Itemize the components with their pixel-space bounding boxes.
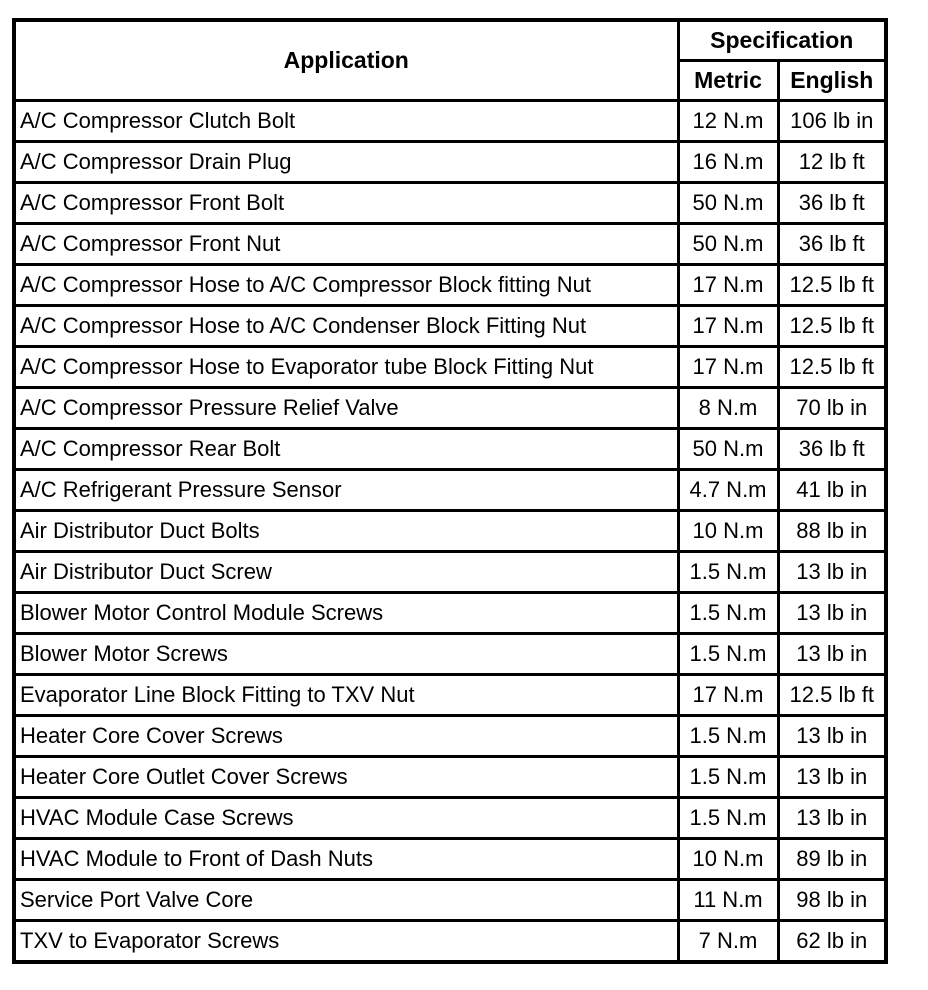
table-header [14,20,886,101]
metric-value-cell: 1.5 N.m [678,593,778,634]
application-cell: A/C Compressor Front Nut [14,224,678,265]
metric-value-cell: 4.7 N.m [678,470,778,511]
metric-value-cell: 17 N.m [678,347,778,388]
english-value-cell: 106 lb in [778,101,886,142]
application-cell: A/C Refrigerant Pressure Sensor [14,470,678,511]
table-row [14,675,886,716]
application-cell: A/C Compressor Hose to Evaporator tube Block Fitting Nut [14,347,678,388]
application-cell: A/C Compressor Rear Bolt [14,429,678,470]
english-value-cell: 62 lb in [778,921,886,963]
table-row [14,839,886,880]
metric-value-cell: 50 N.m [678,429,778,470]
english-value-cell: 36 lb ft [778,183,886,224]
metric-value-cell: 17 N.m [678,675,778,716]
application-cell: A/C Compressor Hose to A/C Condenser Block Fitting Nut [14,306,678,347]
table-row [14,347,886,388]
application-cell: TXV to Evaporator Screws [14,921,678,963]
english-value-cell: 13 lb in [778,634,886,675]
table-row [14,265,886,306]
application-cell: A/C Compressor Clutch Bolt [14,101,678,142]
table-row [14,757,886,798]
application-cell: Service Port Valve Core [14,880,678,921]
english-value-cell: 13 lb in [778,593,886,634]
torque-specification-table [12,18,888,964]
application-cell: Heater Core Outlet Cover Screws [14,757,678,798]
application-cell: A/C Compressor Hose to A/C Compressor Block fitting Nut [14,265,678,306]
metric-value-cell: 17 N.m [678,306,778,347]
english-value-cell: 41 lb in [778,470,886,511]
application-cell: HVAC Module Case Screws [14,798,678,839]
application-cell: Heater Core Cover Screws [14,716,678,757]
english-value-cell: 36 lb ft [778,429,886,470]
metric-value-cell: 50 N.m [678,224,778,265]
english-value-cell: 13 lb in [778,757,886,798]
table-row [14,880,886,921]
header-row-top [14,20,886,61]
specification-header: Specification [678,20,886,61]
table-row [14,429,886,470]
english-value-cell: 70 lb in [778,388,886,429]
table-row [14,511,886,552]
table-row [14,224,886,265]
metric-value-cell: 1.5 N.m [678,798,778,839]
application-cell: HVAC Module to Front of Dash Nuts [14,839,678,880]
metric-header: Metric [678,61,778,101]
application-cell: Blower Motor Screws [14,634,678,675]
english-value-cell: 89 lb in [778,839,886,880]
english-value-cell: 13 lb in [778,798,886,839]
english-value-cell: 13 lb in [778,552,886,593]
metric-value-cell: 17 N.m [678,265,778,306]
application-cell: Evaporator Line Block Fitting to TXV Nut [14,675,678,716]
application-cell: Blower Motor Control Module Screws [14,593,678,634]
table-row [14,593,886,634]
english-value-cell: 98 lb in [778,880,886,921]
table-row [14,306,886,347]
table-row [14,101,886,142]
metric-value-cell: 1.5 N.m [678,757,778,798]
metric-value-cell: 10 N.m [678,839,778,880]
application-cell: Air Distributor Duct Bolts [14,511,678,552]
english-value-cell: 12.5 lb ft [778,347,886,388]
application-cell: Air Distributor Duct Screw [14,552,678,593]
application-cell: A/C Compressor Drain Plug [14,142,678,183]
table-row [14,716,886,757]
metric-value-cell: 8 N.m [678,388,778,429]
metric-value-cell: 1.5 N.m [678,552,778,593]
english-value-cell: 13 lb in [778,716,886,757]
metric-value-cell: 12 N.m [678,101,778,142]
metric-value-cell: 11 N.m [678,880,778,921]
english-value-cell: 12.5 lb ft [778,675,886,716]
table-row [14,798,886,839]
table-row [14,388,886,429]
table-row [14,634,886,675]
application-cell: A/C Compressor Pressure Relief Valve [14,388,678,429]
english-value-cell: 36 lb ft [778,224,886,265]
metric-value-cell: 50 N.m [678,183,778,224]
metric-value-cell: 7 N.m [678,921,778,963]
metric-value-cell: 10 N.m [678,511,778,552]
table-row [14,552,886,593]
metric-value-cell: 16 N.m [678,142,778,183]
english-value-cell: 12 lb ft [778,142,886,183]
table-row [14,921,886,963]
metric-value-cell: 1.5 N.m [678,634,778,675]
english-header: English [778,61,886,101]
application-cell: A/C Compressor Front Bolt [14,183,678,224]
table-row [14,470,886,511]
application-header: Application [14,20,678,101]
table-row [14,142,886,183]
table-body [14,101,886,963]
english-value-cell: 88 lb in [778,511,886,552]
metric-value-cell: 1.5 N.m [678,716,778,757]
english-value-cell: 12.5 lb ft [778,265,886,306]
table-row [14,183,886,224]
english-value-cell: 12.5 lb ft [778,306,886,347]
